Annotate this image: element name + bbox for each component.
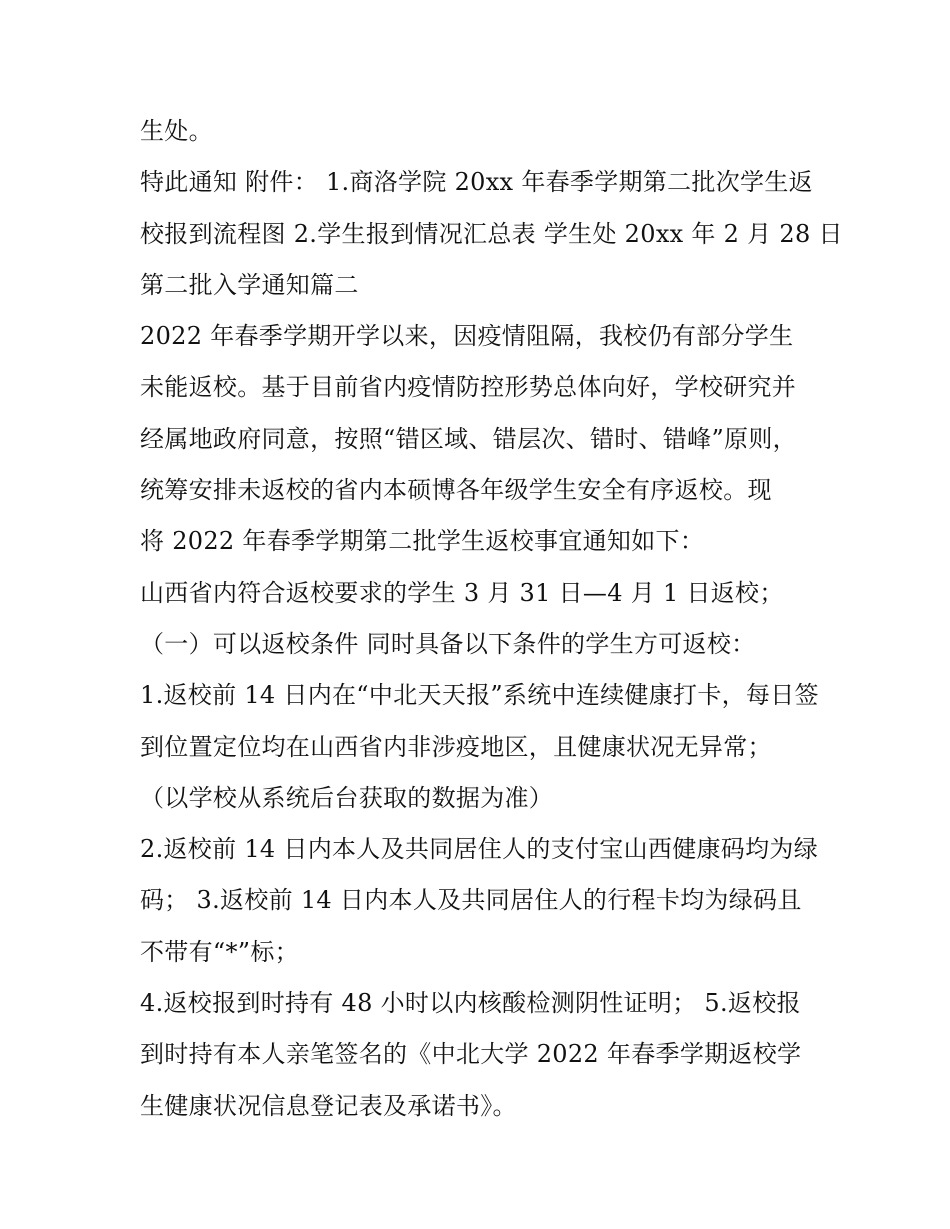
text-line: 山西省内符合返校要求的学生 3 月 31 日—4 月 1 日返校； xyxy=(140,578,784,607)
text-line: 到时持有本人亲笔签名的《中北大学 2022 年春季学期返校学 xyxy=(140,1040,802,1069)
text-line: 生处。 xyxy=(140,117,213,145)
document-body xyxy=(140,106,843,1132)
text-line: （以学校从系统后台获取的数据为准） xyxy=(140,783,554,812)
text-line: 经属地政府同意，按照“错区域、错层次、错时、错峰”原则， xyxy=(140,424,797,453)
text-line: 不带有“*”标； xyxy=(140,937,299,966)
text-line: 特此通知 附件： 1.商洛学院 20xx 年春季学期第二批次学生返 xyxy=(140,168,813,197)
text-line: 校报到流程图 2.学生报到情况汇总表 学生处 20xx 年 2 月 28 日 xyxy=(140,219,843,248)
text-line: （一）可以返校条件 同时具备以下条件的学生方可返校： xyxy=(140,629,756,658)
text-line: 1.返校前 14 日内在“中北天天报”系统中连续健康打卡，每日签 xyxy=(140,681,819,710)
text-line: 统筹安排未返校的省内本硕博各年级学生安全有序返校。现 xyxy=(140,476,772,505)
text-line: 生健康状况信息登记表及承诺书》。 xyxy=(140,1091,517,1120)
text-line: 到位置定位均在山西省内非涉疫地区，且健康状况无异常； xyxy=(140,732,772,761)
text-line: 2022 年春季学期开学以来，因疫情阻隔，我校仍有部分学生 xyxy=(140,322,794,351)
text-line: 4.返校报到时持有 48 小时以内核酸检测阴性证明； 5.返校报 xyxy=(140,989,801,1018)
text-line: 未能返校。基于目前省内疫情防控形势总体向好，学校研究并 xyxy=(140,373,797,402)
section-heading: 第二批入学通知篇二 xyxy=(140,270,359,299)
text-line: 码； 3.返校前 14 日内本人及共同居住人的行程卡均为绿码且 xyxy=(140,886,802,915)
text-line: 2.返校前 14 日内本人及共同居住人的支付宝山西健康码均为绿 xyxy=(140,835,818,864)
text-line: 将 2022 年春季学期第二批学生返校事宜通知如下： xyxy=(140,527,705,556)
